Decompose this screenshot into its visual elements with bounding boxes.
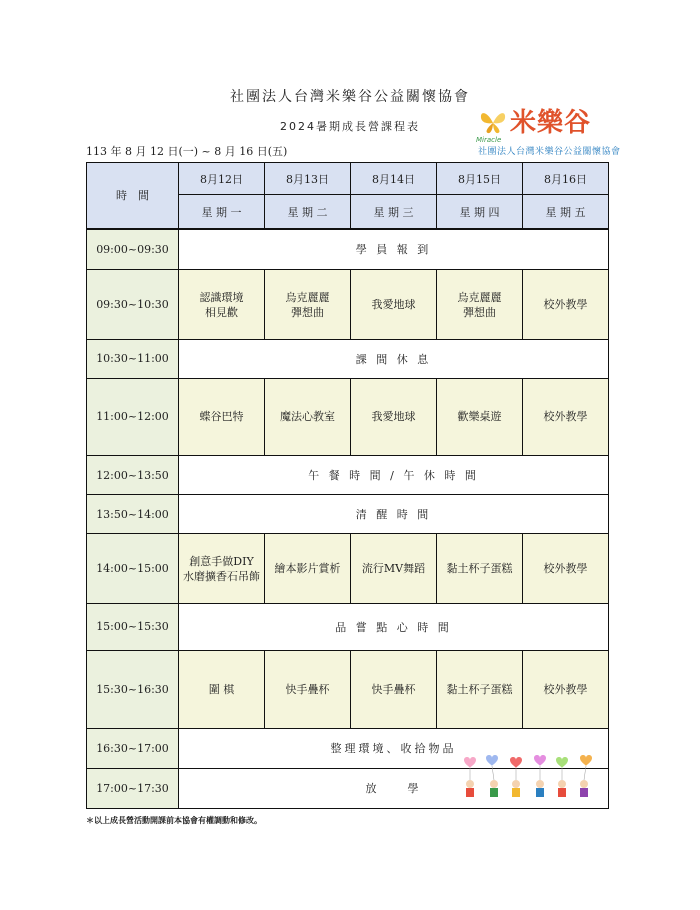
- time-slot: 09:30~10:30: [87, 269, 179, 340]
- date-header: 8月16日: [523, 163, 609, 195]
- common-activity: 整理環境、收拾物品: [179, 729, 609, 768]
- schedule-table: [86, 162, 609, 809]
- time-slot: 15:30~16:30: [87, 650, 179, 729]
- activity-cell: 烏克麗麗 彈想曲: [265, 269, 351, 340]
- heart-balloons-icon: [464, 755, 592, 768]
- activity-cell: 歡樂桌遊: [437, 378, 523, 456]
- activity-cell: 烏克麗麗 彈想曲: [437, 269, 523, 340]
- time-slot: 17:00~17:30: [87, 768, 179, 808]
- activity-cell: 校外教學: [523, 378, 609, 456]
- time-slot: 16:30~17:00: [87, 729, 179, 768]
- weekday-header: 星 期 三: [351, 195, 437, 229]
- weekday-header: 星 期 一: [179, 195, 265, 229]
- time-slot: 12:00~13:50: [87, 456, 179, 495]
- common-activity: 清 醒 時 間: [179, 495, 609, 533]
- activity-cell: 蝶谷巴特: [179, 378, 265, 456]
- children-holding-balloons-illustration: [456, 754, 606, 802]
- children-icon: [466, 780, 588, 797]
- logo-org-name: 社團法人台灣米樂谷公益關懷協會: [478, 147, 621, 157]
- time-slot: 15:00~15:30: [87, 604, 179, 650]
- activity-cell: 快手疊杯: [265, 650, 351, 729]
- common-activity: 午 餐 時 間 / 午 休 時 間: [179, 456, 609, 495]
- time-slot: 11:00~12:00: [87, 378, 179, 456]
- common-activity: 學 員 報 到: [179, 229, 609, 269]
- schedule-title: 2024暑期成長營課程表: [280, 120, 420, 133]
- schedule-row: [87, 495, 609, 533]
- schedule-row: [87, 229, 609, 269]
- weekday-header: 星 期 二: [265, 195, 351, 229]
- weekday-header: 星 期 五: [523, 195, 609, 229]
- footnote: ＊以上成長營活動開課前本協會有權調動和修改。: [86, 816, 262, 825]
- schedule-row: [87, 378, 609, 456]
- date-header: 8月12日: [179, 163, 265, 195]
- date-range: 113 年 8 月 12 日(一) ~ 8 月 16 日(五): [86, 145, 288, 158]
- schedule-row: [87, 533, 609, 604]
- logo-english: Miracle: [476, 136, 502, 144]
- date-header: 8月13日: [265, 163, 351, 195]
- schedule-row: [87, 269, 609, 340]
- common-activity: 課 間 休 息: [179, 340, 609, 378]
- activity-cell: 黏土杯子蛋糕: [437, 533, 523, 604]
- common-activity: 放 學: [179, 768, 609, 808]
- activity-cell: 校外教學: [523, 650, 609, 729]
- time-slot: 10:30~11:00: [87, 340, 179, 378]
- activity-cell: 圍 棋: [179, 650, 265, 729]
- activity-cell: 黏土杯子蛋糕: [437, 650, 523, 729]
- schedule-row: [87, 456, 609, 495]
- date-header: 8月15日: [437, 163, 523, 195]
- org-title: 社團法人台灣米樂谷公益關懷協會: [230, 89, 470, 105]
- activity-cell: 快手疊杯: [351, 650, 437, 729]
- activity-cell: 校外教學: [523, 533, 609, 604]
- logo-name: 米樂谷: [510, 108, 592, 138]
- schedule-row: [87, 340, 609, 378]
- activity-cell: 我愛地球: [351, 269, 437, 340]
- activity-cell: 創意手做DIY 水磨擴香石吊飾: [179, 533, 265, 604]
- time-slot: 09:00~09:30: [87, 229, 179, 269]
- activity-cell: 我愛地球: [351, 378, 437, 456]
- butterfly-icon: [478, 110, 508, 136]
- activity-cell: 認識環境 相見歡: [179, 269, 265, 340]
- activity-cell: 校外教學: [523, 269, 609, 340]
- association-logo: [476, 108, 621, 157]
- time-slot: 13:50~14:00: [87, 495, 179, 533]
- weekday-header: 星 期 四: [437, 195, 523, 229]
- time-slot: 14:00~15:00: [87, 533, 179, 604]
- activity-cell: 魔法心教室: [265, 378, 351, 456]
- date-header: 8月14日: [351, 163, 437, 195]
- schedule-row: [87, 604, 609, 650]
- time-header: 時 間: [87, 163, 179, 229]
- common-activity: 品 嘗 點 心 時 間: [179, 604, 609, 650]
- activity-cell: 流行MV舞蹈: [351, 533, 437, 604]
- activity-cell: 繪本影片賞析: [265, 533, 351, 604]
- schedule-row: [87, 650, 609, 729]
